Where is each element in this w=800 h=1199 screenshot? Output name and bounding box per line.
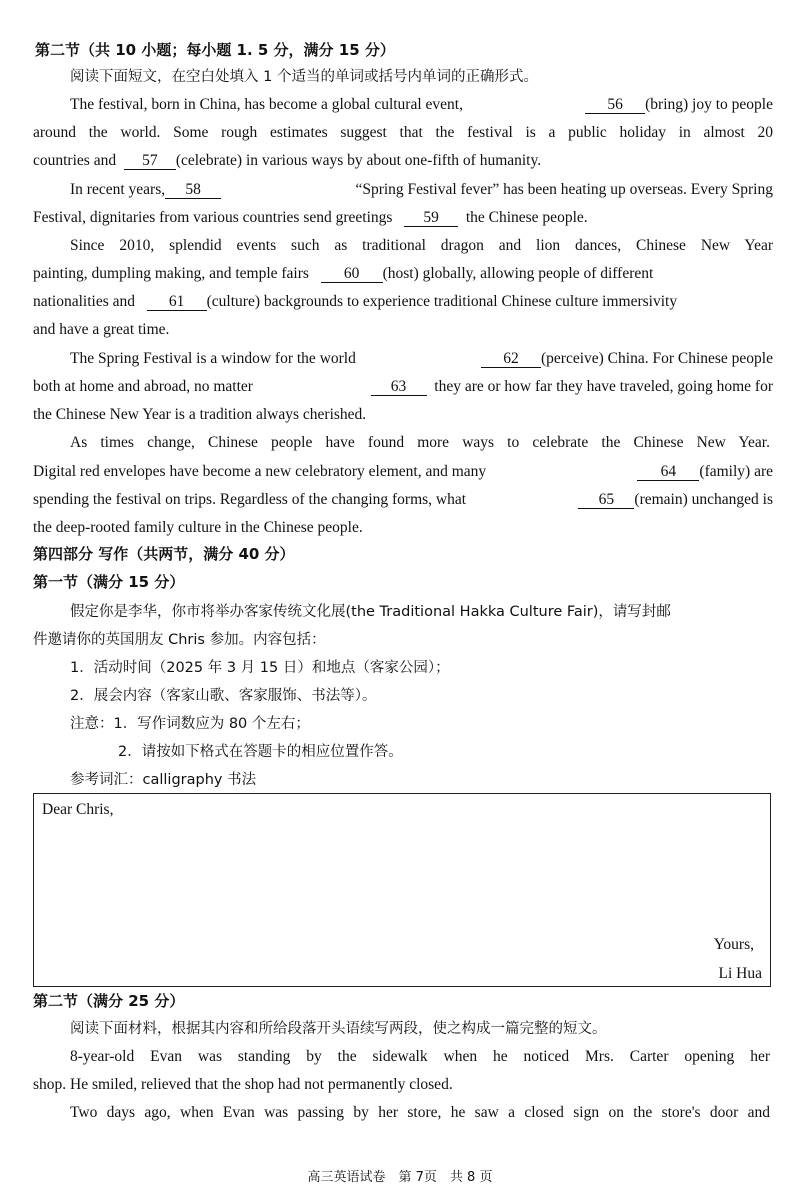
passage-text: Digital red envelopes have become a new celebratory element, and many [33, 463, 487, 480]
passage-line: the deep-rooted family culture in the Chinese people. [33, 519, 363, 536]
passage-text: both at home and abroad, no matter [33, 378, 253, 395]
part4-section2-heading: 第二节（满分 25 分） [33, 992, 185, 1010]
passage-line [33, 264, 773, 284]
blank-56: 56 [585, 96, 645, 114]
blank-60: 60 [321, 265, 383, 283]
passage-line [70, 95, 773, 115]
blank-63: 63 [371, 378, 427, 396]
task2-text: Two days ago, when Evan was passing by her store, he saw a closed sign on the store's door and [70, 1104, 770, 1121]
task2-text: shop. He smiled, relieved that the shop had not permanently closed. [33, 1076, 453, 1093]
passage-line: As times change, Chinese people have found more ways to celebrate the Chinese New Year. [70, 434, 770, 451]
task1-item: 1．活动时间（2025 年 3 月 15 日）和地点（客家公园）； [70, 660, 450, 676]
passage-line: the Chinese New Year is a tradition always cherished. [33, 406, 367, 423]
passage-text: (family) are [699, 463, 773, 480]
passage-text: (host) globally, allowing people of different [382, 265, 654, 282]
passage-line [70, 180, 773, 200]
letter-signature: Li Hua [718, 965, 762, 982]
passage-line [33, 462, 773, 482]
letter-greeting: Dear Chris, [42, 801, 114, 818]
passage-text: (remain) unchanged is [634, 491, 773, 508]
passage-text: nationalities and [33, 293, 136, 310]
passage-text: (culture) backgrounds to experience traditional Chinese culture immersivity [206, 293, 678, 310]
task1-prompt: 件邀请你的英国朋友 Chris 参加。内容包括： [33, 632, 326, 648]
passage-text: In recent years, [70, 181, 166, 198]
passage-line [33, 151, 541, 171]
passage-text: (celebrate) in various ways by about one-fifth of humanity. [175, 152, 542, 169]
passage-line [70, 349, 773, 369]
passage-line [33, 490, 773, 510]
passage-text: The festival, born in China, has become a global cultural event, [70, 96, 463, 113]
passage-text: (bring) joy to people [645, 96, 773, 113]
passage-text: countries and [33, 152, 117, 169]
part4-section1-heading: 第一节（满分 15 分） [33, 573, 185, 591]
letter-answer-box[interactable] [33, 793, 771, 987]
task2-instruction: 阅读下面材料，根据其内容和所给段落开头语续写两段，使之构成一篇完整的短文。 [70, 1021, 607, 1037]
passage-line [33, 208, 588, 228]
task1-prompt: 假定你是李华，你市将举办客家传统文化展(the Traditional Hakka Culture Fair)，请写封邮 [70, 604, 671, 620]
blank-59: 59 [404, 209, 458, 227]
section2-heading: 第二节（共 10 小题；每小题 1. 5 分，满分 15 分） [35, 41, 395, 59]
passage-line [33, 377, 773, 397]
passage-text: The Spring Festival is a window for the world [70, 350, 356, 367]
passage-line: Since 2010, splendid events such as traditional dragon and lion dances, Chinese New Year [70, 237, 773, 254]
passage-text: “Spring Festival fever” has been heating up overseas. Every Spring [355, 181, 773, 198]
page-footer: 高三英语试卷 第 7页 共 8 页 [307, 1170, 493, 1185]
blank-62: 62 [481, 350, 541, 368]
passage-text: Festival, dignitaries from various countries send greetings [33, 209, 393, 226]
passage-line: around the world. Some rough estimates suggest that the festival is a public holiday in almost 20 [33, 124, 773, 141]
task2-text: 8-year-old Evan was standing by the sidewalk when he noticed Mrs. Carter opening her [70, 1048, 770, 1065]
passage-line [33, 292, 773, 312]
passage-line: and have a great time. [33, 321, 170, 338]
passage-text: they are or how far they have traveled, going home for [434, 378, 773, 395]
blank-65: 65 [578, 491, 634, 509]
task1-note: 2．请按如下格式在答题卡的相应位置作答。 [118, 744, 403, 760]
task1-vocab: 参考词汇：calligraphy 书法 [70, 772, 257, 788]
task1-note: 注意：1．写作词数应为 80 个左右； [70, 716, 310, 732]
passage-text: (perceive) China. For Chinese people [541, 350, 773, 367]
blank-57: 57 [124, 152, 176, 170]
letter-closing: Yours, [713, 936, 754, 953]
part4-heading: 第四部分 写作（共两节，满分 40 分） [33, 545, 295, 563]
task1-item: 2．展会内容（客家山歌、客家服饰、书法等）。 [70, 688, 377, 704]
blank-61: 61 [147, 293, 207, 311]
blank-58: 58 [165, 181, 221, 199]
passage-text: the Chinese people. [465, 209, 588, 226]
cloze-instruction: 阅读下面短文，在空白处填入 1 个适当的单词或括号内单词的正确形式。 [70, 69, 538, 85]
passage-text: spending the festival on trips. Regardless of the changing forms, what [33, 491, 467, 508]
blank-64: 64 [637, 463, 699, 481]
passage-text: painting, dumpling making, and temple fairs [33, 265, 309, 282]
